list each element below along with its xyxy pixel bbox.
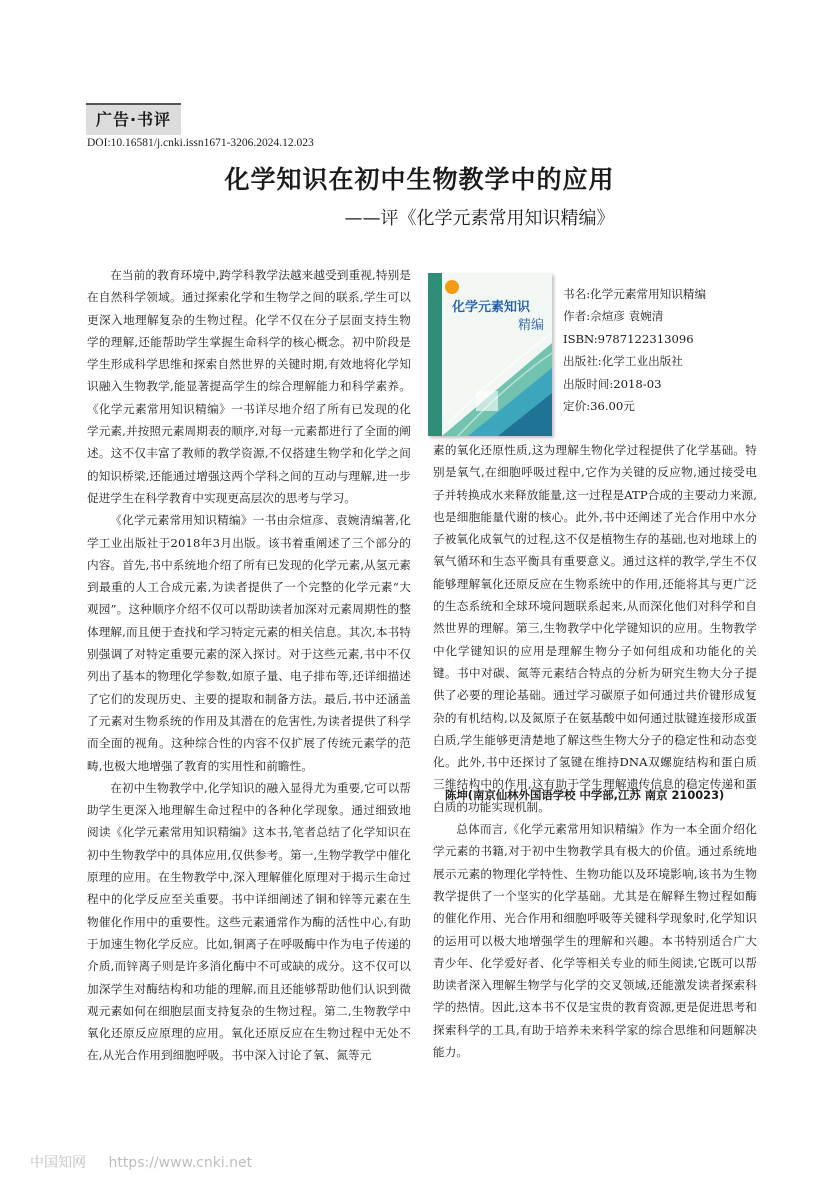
author-signature: 陈坤(南京仙林外国语学校 中学部,江苏 南京 210023) xyxy=(445,788,725,802)
book-authors: 作者:佘煊彦 袁婉清 xyxy=(563,309,664,324)
paragraph: 素的氧化还原性质,这为理解生物化学过程提供了化学基础。特别是氧气,在细胞呼吸过程中,它作为关键的反应物,通过接受电子并转换成水来释放能量,这一过程是ATP合成的主要动力来源,也是细胞能量代谢的核心。此外,书中还阐述了光合作用中水分子被氧化成氧气的过程,这不仅是植物生存的基础,也对地球上的氧气循环和生态平衡具有重要意义。通过这样的教学,学生不仅能够理解氧化还原反应在生物系统中的作用,还能将其与更广泛的生态系统和全球环境问题联系起来,从而深化他们对科学和自然世界的理解。第三,生物教学中化学键知识的应用。生物教学中化学键知识的应用是理解生物分子如何组成和功能化的关键。书中对碳、氮等元素结合特点的分析为研究生物大分子提供了必要的理论基础。通过学习碳原子如何通过共价键形成复杂的有机结构,以及氮原子在氨基酸中如何通过肽键连接形成蛋白质,学生能够更清楚地了解这些生物大分子的稳定性和动态变化。此外,书中还探讨了氢键在维持DNA双螺旋结构和蛋白质三维结构中的作用,这有助于学生理解遗传信息的稳定传递和蛋白质的功能实现机制。 xyxy=(433,443,757,814)
book-name: 书名:化学元素常用知识精编 xyxy=(563,287,707,301)
article-subtitle: ——评《化学元素常用知识精编》 xyxy=(344,208,615,229)
paragraph: 在初中生物教学中,化学知识的融入显得尤为重要,它可以帮助学生更深入地理解生命过程中的各种化学现象。通过细致地阅读《化学元素常用知识精编》这本书,笔者总结了化学知识在初中生物教学中的具体应用,仅供参考。第一,生物学教学中催化原理的应用。在生物教学中,深入理解催化原理对于揭示生命过程中的化学反应至关重要。书中详细阐述了铜和锌等元素在生物催化作用中的重要性。这些元素通常作为酶的活性中心,有助于加速生物化学反应。比如,铜离子在呼吸酶中作为电子传递的介质,而锌离子则是许多消化酶中不可或缺的成分。这不仅可以加深学生对酶结构和功能的理解,而且还能够帮助他们认识到微观元素如何在细胞层面支持复杂的生物过程。第二,生物教学中氧化还原反应原理的应用。氧化还原反应在生物过程中无处不在,从光合作用到细胞呼吸。书中深入讨论了氧、氮等元 xyxy=(87,780,411,1063)
book-pub-date: 出版时间:2018-03 xyxy=(563,376,662,391)
footer xyxy=(30,1152,270,1172)
column-tag: 广告·书评 xyxy=(86,103,181,135)
book-cover-image xyxy=(428,273,552,436)
book-publisher: 出版社:化学工业出版社 xyxy=(563,354,683,369)
site-name: 中国知网 xyxy=(30,1155,86,1171)
site-url[interactable]: https://www.cnki.net xyxy=(108,1155,253,1171)
paragraph: 《化学元素常用知识精编》一书由佘煊彦、袁婉清编著,化学工业出版社于2018年3月出版。该书着重阐述了三个部分的内容。首先,书中系统地介绍了所有已发现的化学元素,从氢元素到最重的人工合成元素,为读者提供了一个完整的化学元素“大观园”。这种顺序介绍不仅可以帮助读者加深对元素周期性的整体理解,而且便于查找和学习特定元素的相关信息。其次,本书特别强调了对特定重要元素的深入探讨。对于这些元素,书中不仅列出了基本的物理化学参数,如原子量、电子排布等,还详细描述了它们的发现历史、主要的提取和制备方法。最后,书中还涵盖了元素对生物系统的作用及其潜在的危害性,为读者提供了科学而全面的视角。这种综合性的内容不仅扩展了传统元素学的范畴,也极大地增强了教育的实用性和前瞻性。 xyxy=(87,513,411,773)
book-isbn: ISBN:9787122313096 xyxy=(563,331,694,346)
book-cover-subtitle: 精编 xyxy=(518,318,545,333)
book-info xyxy=(563,283,706,417)
left-column xyxy=(87,264,411,1067)
paragraph: 在当前的教育环境中,跨学科教学法越来越受到重视,特别是在自然科学领域。通过探索化学和生物学之间的联系,学生可以更深入地理解复杂的生物过程。化学不仅在分子层面支持生物学的理解,还能帮助学生掌握生命科学的核心概念。初中阶段是学生形成科学思维和探索自然世界的关键时期,有效地将化学知识融入生物教学,能显著提高学生的综合理解能力和科学素养。《化学元素常用知识精编》一书详尽地介绍了所有已发现的化学元素,并按照元素周期表的顺序,对每一元素都进行了全面的阐述。这不仅丰富了教师的教学资源,不仅搭建生物学和化学之间的知识桥梁,还能通过增强这两个学科之间的互动与理解,进一步促进学生在科学教育中实现更高层次的思考与学习。 xyxy=(87,268,411,505)
book-price: 定价:36.00元 xyxy=(563,399,635,414)
doi: DOI:10.16581/j.cnki.issn1671-3206.2024.12.023 xyxy=(87,137,314,149)
book-cover-title: 化学元素知识 xyxy=(452,300,531,315)
article-title: 化学知识在初中生物教学中的应用 xyxy=(224,165,615,194)
right-column xyxy=(433,439,757,1063)
paragraph: 总体而言,《化学元素常用知识精编》作为一本全面介绍化学元素的书籍,对于初中生物教学具有极大的价值。通过系统地展示元素的物理化学特性、生物功能以及环境影响,该书为生物教学提供了一个坚实的化学基础。尤其是在解释生物过程如酶的催化作用、光合作用和细胞呼吸等关键科学现象时,化学知识的运用可以极大地增强学生的理解和兴趣。本书特别适合广大青少年、化学爱好者、化学等相关专业的师生阅读,它既可以帮助读者深入理解生物学与化学的交叉领域,还能激发读者探索科学的热情。因此,这本书不仅是宝贵的教育资源,更是促进思考和探索科学的工具,有助于培养未来科学家的综合思维和问题解决能力。 xyxy=(433,822,757,1060)
